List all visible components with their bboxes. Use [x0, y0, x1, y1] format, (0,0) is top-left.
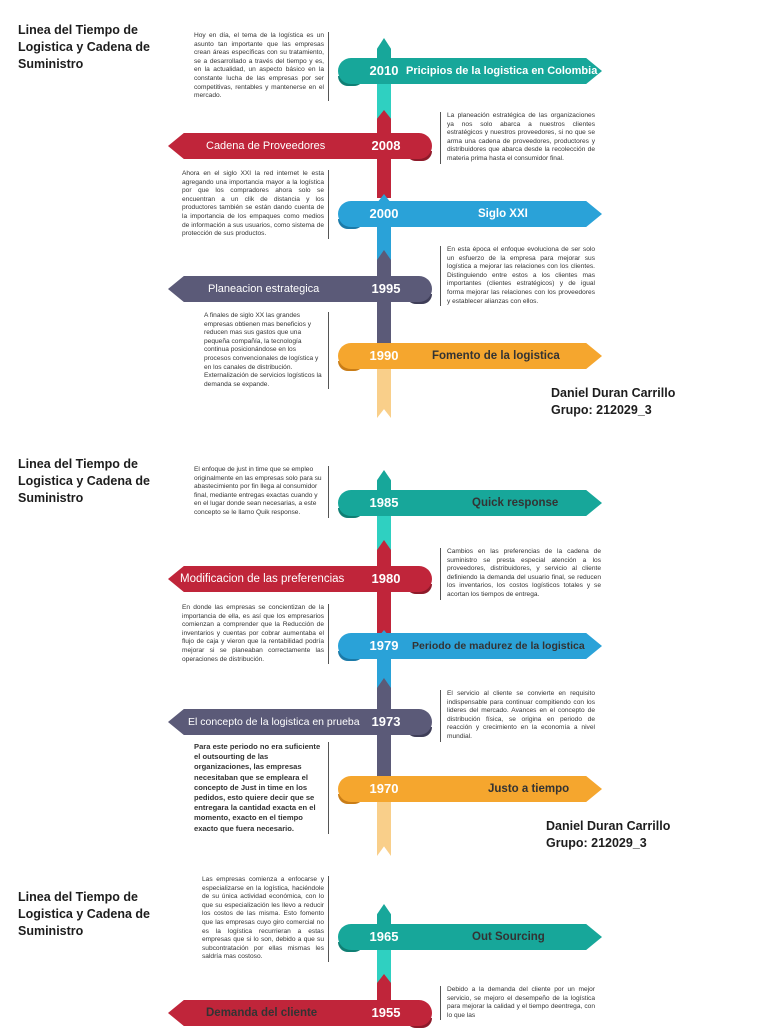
page-title: Linea del Tiempo de Logistica y Cadena de Suministro — [18, 23, 150, 71]
event-1980 — [168, 566, 432, 592]
event-1970 — [338, 776, 602, 802]
note-1955: Debido a la demanda del cliente por un mejor servicio, se mejoro el desempeño de la logística para mejorar la calidad y el tiempo deentrega, con lo que las — [440, 986, 595, 1020]
event-label: Modificacion de las preferencias — [180, 573, 345, 585]
event-label: Out Sourcing — [472, 931, 545, 943]
event-1995 — [168, 276, 432, 302]
event-1973 — [168, 709, 432, 735]
event-year: 1990 — [369, 348, 399, 363]
event-year: 2008 — [371, 138, 401, 153]
note-1970: Para este periodo no era suficiente el outsourting de las organizaciones, las empresas necesitaban que se empleara el concepto de Just in time en los pedidos, esto quiere decir que se entregara la cantidad exacta en el momento, exacto en el tiempo exacto que fuera necesario. — [194, 742, 329, 834]
event-year: 1965 — [369, 929, 399, 944]
event-1955 — [168, 1000, 432, 1026]
event-year: 1955 — [371, 1005, 401, 1020]
event-year: 2000 — [369, 206, 399, 221]
note-1985: El enfoque de just in time que se empleo originalmente en las empresas solo para su abastecimiento por fin llega al consumidor final, mediante entregas exactas cuando y en el lugar donde sean necesarias, a este concepto se le llamo Quik response. — [194, 466, 329, 518]
event-2000 — [338, 201, 602, 227]
event-year: 1973 — [371, 714, 401, 729]
author-name: Daniel Duran Carrillo — [551, 386, 676, 400]
event-2010 — [338, 58, 602, 84]
note-1965: Las empresas comienza a enfocarse y especializarse en la logística, haciéndole de su única actividad económica, con lo que su especialización les llevo a reducir los costos de las misma. Esto fomento que las empresas cuyo giro comercial no es la logística recurrieran a estas empresas que si lo son, debido a que su subcontratación por ellas mismas les saldría mas costoso. — [202, 876, 329, 962]
note-2000: Ahora en el siglo XXI la red internet le esta agregando una importancia mayor a la logística por que los compradores ahora solo se encuentran a un clik de distancia y los productores también se están dando cuenta de la importancia de los empaques como medios de información a sus usuarios, como sistema de protección de sus productos. — [182, 170, 329, 239]
event-label: Justo a tiempo — [488, 783, 570, 795]
event-1965 — [338, 924, 602, 950]
note-2008: La planeación estratégica de las organizaciones ya nos solo abarca a nuestros clientes estratégicos y nuestros proveedores, si no que se arma una cadena de proveedores, productores y distribuidores que abarca desde la recolección de materia prima hasta el consumidor final. — [440, 112, 595, 164]
event-label: Planeacion estrategica — [208, 283, 320, 295]
event-label: Quick response — [472, 497, 559, 509]
event-1985 — [338, 490, 602, 516]
event-label: Siglo XXI — [478, 208, 528, 220]
note-1995: En esta época el enfoque evoluciona de ser solo un esfuerzo de la empresa para mejorar sus logística a mejorar las relaciones con los clientes. Distinguiendo entre estos a los clientes mas importantes (clientes estratégicos) y de igual forma mejorar las relaciones con los proveedores y establecer alianzas con ellos. — [440, 246, 595, 306]
author-name: Daniel Duran Carrillo — [546, 819, 671, 833]
event-year: 1980 — [371, 571, 401, 586]
note-1979: En donde las empresas se concientizan de la importancia de ella, es así que los empresarios comienzan a comprender que la Reducción de inventarios y cuentas por cobrar aumentaba el flujo de caja y vieron que la rentabilidad podría mejorar si se planeaban correctamente las operaciones de distribución. — [182, 604, 329, 664]
event-label: Cadena de Proveedores — [206, 140, 326, 152]
event-year: 1979 — [369, 638, 399, 653]
event-label: Fomento de la logistica — [432, 350, 560, 362]
event-year: 1970 — [369, 781, 399, 796]
page-title: Linea del Tiempo de Logistica y Cadena de Suministro — [18, 457, 150, 505]
event-label: El concepto de la logistica en prueba — [188, 716, 360, 728]
event-1990 — [338, 343, 602, 369]
event-label: Demanda del cliente — [206, 1007, 318, 1019]
event-label: Periodo de madurez de la logistica — [412, 640, 585, 652]
author-group: Grupo: 212029_3 — [546, 836, 647, 850]
event-2008 — [168, 133, 432, 159]
note-2010: Hoy en día, el tema de la logística es un asunto tan importante que las empresas crean áreas específicas con su tratamiento, se a desarrollado a través del tiempo y es, en la actualidad, un aspecto básico en la constante lucha de las empresas por ser competitivas, rentables y mantenerse en el mercado. — [194, 32, 329, 101]
event-year: 2010 — [369, 63, 399, 78]
author-group: Grupo: 212029_3 — [551, 403, 652, 417]
note-1990: A finales de siglo XX las grandes empresas obtienen mas beneficios y reducen mas sus gastos que una pequeña compañía, la tecnología continua posicionándose en los procesos convencionales de logística y en los canales de distribución. Externalización de servicios logísticos la demanda se expande. — [204, 312, 329, 389]
event-year: 1985 — [369, 495, 399, 510]
page-title: Linea del Tiempo de Logistica y Cadena de Suministro — [18, 890, 150, 938]
event-1979 — [338, 633, 602, 659]
event-year: 1995 — [371, 281, 401, 296]
note-1973: El servicio al cliente se convierte en requisito indispensable para continuar compitiendo con los lideres del mercado. Avances en el concepto de distribución física, se origina en periodo de reacción y crecimiento en la economía a nivel mundial. — [440, 690, 595, 742]
note-1980: Cambios en las preferencias de la cadena de suministro se presta especial atención a los proveedores, distribuidores, y servicio al cliente definiendo la demanda del usuario final, se reducen los inventarios, los costos logísticos totales y se acortan los tiempos de entrega. — [440, 548, 601, 600]
event-label: Pricipios de la logistica en Colombia — [406, 65, 598, 77]
